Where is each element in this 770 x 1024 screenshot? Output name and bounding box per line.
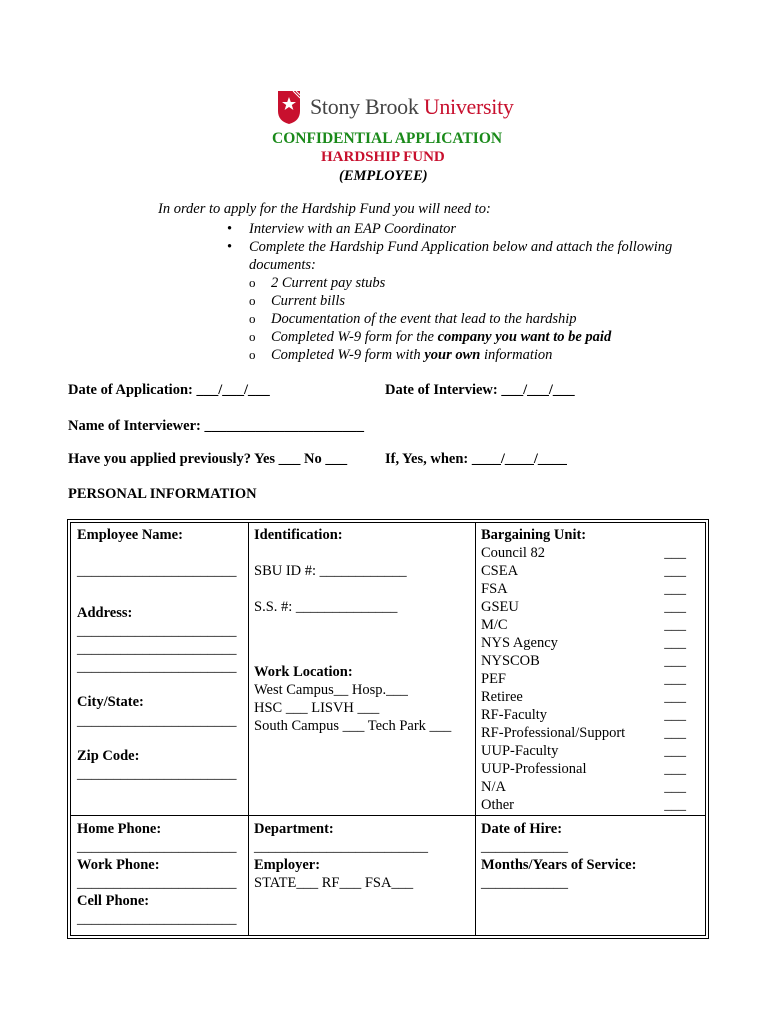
employee-name-label: Employee Name: xyxy=(77,527,183,543)
section-title: PERSONAL INFORMATION xyxy=(68,486,257,502)
sbu-id-field[interactable]: SBU ID #: ____________ xyxy=(254,563,407,579)
list-item[interactable]: Other ___ xyxy=(481,797,686,813)
address-input-2[interactable]: ______________________ xyxy=(77,641,237,657)
employer-options[interactable]: STATE___ RF___ FSA___ xyxy=(254,875,414,891)
list-item: o Current bills xyxy=(249,293,345,309)
cell-phone-input[interactable]: ______________________ xyxy=(77,911,237,927)
list-item[interactable]: FSA ___ xyxy=(481,581,686,597)
department-label: Department: xyxy=(254,821,334,837)
zip-code-input[interactable]: ______________________ xyxy=(77,766,237,782)
service-length-input[interactable]: ____________ xyxy=(481,875,568,891)
work-phone-label: Work Phone: xyxy=(77,857,160,873)
interviewer-name-field[interactable]: Name of Interviewer: ______________________ xyxy=(68,418,364,434)
address-label: Address: xyxy=(77,605,133,621)
bargaining-unit-label: Bargaining Unit: xyxy=(481,527,587,543)
list-item[interactable]: M/C ___ xyxy=(481,617,686,633)
home-phone-label: Home Phone: xyxy=(77,821,162,837)
city-state-input[interactable]: ______________________ xyxy=(77,713,237,729)
work-location-label: Work Location: xyxy=(254,664,353,680)
list-item[interactable]: CSEA ___ xyxy=(481,563,686,579)
date-of-hire-label: Date of Hire: xyxy=(481,821,563,837)
zip-code-label: Zip Code: xyxy=(77,748,140,764)
employee-name-input[interactable]: ______________________ xyxy=(77,563,237,579)
work-location-option[interactable]: South Campus ___ Tech Park ___ xyxy=(254,718,452,734)
work-phone-input[interactable]: ______________________ xyxy=(77,875,237,891)
date-of-interview-field[interactable]: Date of Interview: ___/___/___ xyxy=(385,382,575,398)
department-input[interactable]: ________________________ xyxy=(254,839,428,855)
employer-label: Employer: xyxy=(254,857,321,873)
intro-text: In order to apply for the Hardship Fund you will need to: xyxy=(158,201,491,217)
university-logo xyxy=(276,89,514,125)
list-item[interactable]: NYSCOB ___ xyxy=(481,653,686,669)
previous-date-field[interactable]: If, Yes, when: ____/____/____ xyxy=(385,451,567,467)
date-of-hire-input[interactable]: ____________ xyxy=(481,839,568,855)
date-of-application-field[interactable]: Date of Application: ___/___/___ xyxy=(68,382,270,398)
documents-list xyxy=(249,274,672,364)
list-item: o 2 Current pay stubs xyxy=(249,275,386,291)
work-location-option[interactable]: HSC ___ LISVH ___ xyxy=(254,700,380,716)
form-title: CONFIDENTIAL APPLICATION xyxy=(272,130,503,147)
list-item[interactable]: UUP-Professional ___ xyxy=(481,761,686,777)
city-state-label: City/State: xyxy=(77,694,144,710)
list-item[interactable]: NYS Agency ___ xyxy=(481,635,686,651)
list-item: o Completed W-9 form with your own information xyxy=(249,347,553,363)
ss-number-field[interactable]: S.S. #: ______________ xyxy=(254,599,398,615)
applied-previously-field[interactable]: Have you applied previously? Yes ___ No ___ xyxy=(68,451,348,467)
requirements-list xyxy=(205,220,672,364)
identification-label: Identification: xyxy=(254,527,343,543)
address-input-1[interactable]: ______________________ xyxy=(77,623,237,639)
list-item[interactable]: RF-Faculty ___ xyxy=(481,707,686,723)
list-item[interactable]: UUP-Faculty ___ xyxy=(481,743,686,759)
list-item[interactable]: N/A ___ xyxy=(481,779,686,795)
cell-phone-label: Cell Phone: xyxy=(77,893,150,909)
service-length-label: Months/Years of Service: xyxy=(481,857,637,873)
list-item: • Complete the Hardship Fund Application below and attach the following documents: o 2 Current pay stubs o Current bills o Documentation of the event that lead to the hardship o Completed W-9 form for the company you want to be paid o Completed W-9 form with your own information xyxy=(227,239,673,363)
sbu-shield-icon xyxy=(276,89,302,125)
form-subtitle: HARDSHIP FUND xyxy=(321,149,445,165)
list-item: o Documentation of the event that lead to the hardship xyxy=(249,311,577,327)
home-phone-input[interactable]: ______________________ xyxy=(77,839,237,855)
work-location-option[interactable]: West Campus__ Hosp.___ xyxy=(254,682,408,698)
form-audience: (EMPLOYEE) xyxy=(339,168,428,184)
list-item[interactable]: RF-Professional/Support ___ xyxy=(481,725,686,741)
personal-info-table xyxy=(67,519,709,939)
list-item[interactable]: GSEU ___ xyxy=(481,599,686,615)
logo-wordmark: Stony Brook University xyxy=(310,94,514,119)
list-item[interactable]: Council 82 ___ xyxy=(481,545,686,561)
list-item[interactable]: Retiree ___ xyxy=(481,689,686,705)
list-item[interactable]: PEF ___ xyxy=(481,671,686,687)
list-item: • Interview with an EAP Coordinator xyxy=(227,221,457,237)
address-input-3[interactable]: ______________________ xyxy=(77,659,237,675)
list-item: o Completed W-9 form for the company you want to be paid xyxy=(249,329,612,345)
